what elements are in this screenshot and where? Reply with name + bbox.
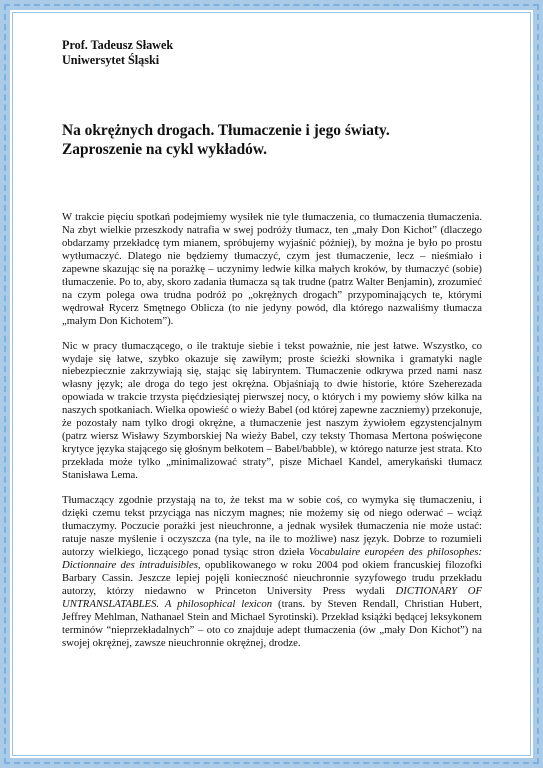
document-title: Na okrężnych drogach. Tłumaczenie i jego światy.	[62, 122, 390, 139]
paragraph-3	[62, 494, 482, 649]
italic-title-dictionary: DICTIONARY OF UNTRANSLATABLES. A philosophical lexicon	[62, 584, 483, 610]
author-affiliation: Uniwersytet Śląski	[62, 53, 160, 67]
author-name: Prof. Tadeusz Sławek	[62, 38, 174, 52]
italic-title-vocabulaire: Vocabulaire européen des philosophes: Dictionnaire des intraduisibles	[62, 545, 482, 571]
document-body	[62, 211, 482, 650]
paragraph-3-part-a: Tłumaczący zgodnie przystają na to, że tekst ma w sobie coś, co wymyka się tłumaczeniu, i dzięki czemu tekst przyciąga nas niczym magnes; nie możemy się od niego oderwać – wciąż tłumaczymy. Poczucie porażki jest nieuchronne, a jednak wysiłek tłumaczenia nie może ustać: ratuje nasze myślenie i oczyszcza (na tyle, na ile to możliwe) nasz język. Dobrze to rozumieli autorzy wielkiego, liczącego ponad tysiąc stron dzieła	[62, 494, 482, 558]
paragraph-3-part-c: (trans. by Steven Rendall, Christian Hubert, Jeffrey Mehlman, Nathanael Stein and Michael Syrotinski). Przekład książki będącej leksykonem terminów “nieprzekładalnych” – oto co znajduje adept tłumaczenia (ów „mały Don Kichot”) na swojej okrężnej, zawsze nieuchronnie okrężnej, drodze.	[62, 597, 482, 649]
paragraph-1: W trakcie pięciu spotkań podejmiemy wysiłek nie tyle tłumaczenia, co tłumaczenia tłumaczenia. Na zbyt wielkie przeszkody natrafia w swej podróży tłumacz, ten „mały Don Kichot” (dlaczego obdarzamy przekładcę tym mianem, spróbujemy wyjaśnić później), by można je było po prostu wytłumaczyć. Dlatego nie będziemy tłumaczyć, czym jest tłumaczenie, lecz – nieśmiało i zapewne skazując się na porażkę – uczynimy ledwie kilka małych kroków, by tłumaczyć (sobie) tłumaczenie. Po to, aby, skoro zadania tłumacza są tak trudne (patrz Walter Benjamin), zrozumieć na czym polega owa trudna podróż po „okrężnych drogach” przypominających te, którymi wędrował Rycerz Smętnego Oblicza (to nie jedyny powód, dla którego nazwaliśmy tłumacza „małym Don Kichotem”).	[62, 211, 482, 327]
paragraph-3-part-b: , opublikowanego w roku 2004 pod okiem francuskiej filozofki Barbary Cassin. Jeszcze lepiej pojęli konieczność nieuchronnie syzyfowego trudu przekładu autorzy, którzy niedawno w Princeton University Press wydali	[62, 558, 482, 597]
document-subtitle: Zaproszenie na cykl wykładów.	[62, 140, 267, 158]
author-block	[62, 38, 482, 68]
paragraph-2: Nic w pracy tłumaczącego, o ile traktuje siebie i tekst poważnie, nie jest łatwe. Wszystko, co wydaje się łatwe, szybko okazuje się zawiłym; proste ścieżki słownika i gramatyki nagle niebezpiecznie zakrzywiają się, stając się labiryntem. Tłumaczenie odkrywa przed nami nasz własny język; ale droga do tego jest okrężna. Objaśniają to dwie historie, które Szeherezada opowiada w trakcie trzysta pięćdziesiątej pierwszej nocy, o których i my powiemy słów kilka na naszych spotkaniach. Wielka opowieść o wieży Babel (od której zapewne zaczniemy) przekonuje, że pozostały nam tylko drogi okrężne, a tłumaczenie jest naszym żywiołem egzystencjalnym (patrz wiersz Wisławy Szymborskiej Na wieży Babel, czy teksty Thomasa Mertona poświęcone krytyce języka stającego się głośnym bełkotem – Babel/babble), w którego naturze jest strata. Kto przekłada może tylko „minimalizować straty”, pisze Michael Kandel, amerykański tłumacz Stanisława Lema.	[62, 339, 482, 482]
document-content	[62, 38, 482, 662]
title-block	[62, 122, 482, 159]
